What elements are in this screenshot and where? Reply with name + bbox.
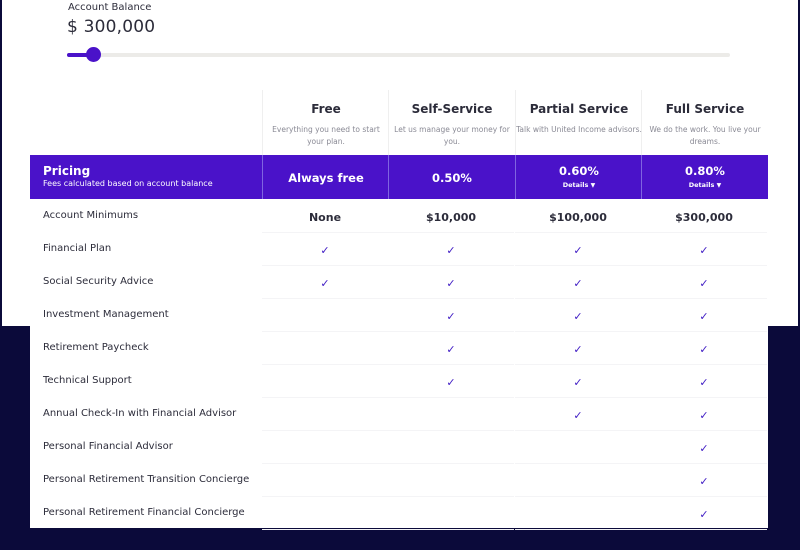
check-icon: ✓: [573, 409, 583, 422]
check-icon: ✓: [446, 310, 456, 323]
table-cell: [388, 266, 514, 299]
table-cell: [388, 200, 514, 233]
table-cell: [641, 497, 767, 530]
table-cell: [262, 497, 388, 530]
price-cell-self-service: [388, 155, 515, 199]
feature-label: Annual Check-In with Financial Advisor: [43, 408, 237, 419]
table-cell: [515, 464, 641, 497]
table-cell: [641, 299, 767, 332]
table-cell: [515, 497, 641, 530]
table-cell: [515, 299, 641, 332]
table-cell: [515, 200, 641, 233]
check-icon: ✓: [446, 376, 456, 389]
check-icon: ✓: [699, 376, 709, 389]
table-cell: [262, 299, 388, 332]
table-cell: [388, 497, 514, 530]
table-row: [30, 431, 768, 464]
table-cell: [388, 398, 514, 431]
price-value: 0.80%: [685, 164, 725, 178]
plan-header-self-service: [389, 102, 515, 147]
table-cell: [515, 266, 641, 299]
table-cell: [515, 431, 641, 464]
table-cell: [388, 299, 514, 332]
table-cell: [388, 464, 514, 497]
table-cell: [262, 266, 388, 299]
check-icon: ✓: [320, 244, 330, 257]
table-cell: [262, 464, 388, 497]
table-row: [30, 365, 768, 398]
table-cell: [641, 365, 767, 398]
feature-label: Retirement Paycheck: [43, 342, 149, 353]
table-cell: [641, 398, 767, 431]
price-value: 0.50%: [432, 171, 472, 185]
plan-description: Everything you need to start your plan.: [272, 125, 380, 146]
balance-slider-thumb[interactable]: [86, 47, 101, 62]
table-cell: [515, 233, 641, 266]
pricing-subtitle: Fees calculated based on account balance: [43, 179, 213, 188]
table-cell: [388, 365, 514, 398]
account-balance-label: Account Balance: [68, 2, 152, 13]
table-row: [30, 200, 768, 233]
feature-label: Financial Plan: [43, 243, 112, 254]
table-cell: [262, 200, 388, 233]
cell-value: None: [308, 211, 342, 224]
table-cell: [641, 464, 767, 497]
check-icon: ✓: [699, 343, 709, 356]
details-toggle[interactable]: [642, 181, 768, 189]
check-icon: ✓: [573, 277, 583, 290]
feature-label: Technical Support: [43, 375, 132, 386]
check-icon: ✓: [573, 244, 583, 257]
table-cell: [388, 233, 514, 266]
plan-header-free: [263, 102, 389, 147]
table-cell: [641, 266, 767, 299]
details-toggle[interactable]: [516, 181, 642, 189]
check-icon: ✓: [573, 343, 583, 356]
table-cell: [262, 233, 388, 266]
table-cell: [641, 431, 767, 464]
check-icon: ✓: [573, 376, 583, 389]
table-row: [30, 299, 768, 332]
table-cell: [515, 332, 641, 365]
caret-down-icon: ▼: [590, 182, 596, 189]
table-cell: [262, 332, 388, 365]
cell-value: $10,000: [425, 211, 477, 224]
plan-name: Full Service: [665, 102, 745, 116]
plan-name: Partial Service: [529, 102, 629, 116]
table-cell: [515, 365, 641, 398]
check-icon: ✓: [699, 409, 709, 422]
table-cell: [641, 233, 767, 266]
feature-label: Personal Retirement Transition Concierge: [43, 474, 250, 485]
check-icon: ✓: [699, 508, 709, 521]
cell-value: $100,000: [549, 211, 607, 224]
plan-description: Let us manage your money for you.: [394, 125, 510, 146]
price-cell-full-service: [641, 155, 768, 199]
pricing-row: [30, 155, 768, 199]
details-label: Details: [688, 181, 715, 189]
pricing-title: Pricing: [43, 164, 91, 178]
table-cell: [388, 332, 514, 365]
check-icon: ✓: [573, 310, 583, 323]
plan-name: Free: [311, 102, 341, 116]
check-icon: ✓: [446, 244, 456, 257]
price-cell-partial-service: [515, 155, 642, 199]
table-cell: [262, 431, 388, 464]
check-icon: ✓: [699, 442, 709, 455]
check-icon: ✓: [320, 277, 330, 290]
feature-label: Social Security Advice: [43, 276, 154, 287]
account-balance-value: $ 300,000: [67, 17, 156, 37]
plan-description: Talk with United Income advisors.: [516, 125, 642, 134]
price-cell-free: [262, 155, 389, 199]
table-row: [30, 266, 768, 299]
price-value: 0.60%: [559, 164, 599, 178]
check-icon: ✓: [699, 475, 709, 488]
check-icon: ✓: [446, 277, 456, 290]
table-cell: [641, 200, 767, 233]
feature-label: Account Minimums: [43, 210, 139, 221]
balance-slider-track[interactable]: [67, 53, 730, 57]
table-cell: [641, 332, 767, 365]
table-row: [30, 398, 768, 431]
plan-header-full-service: [642, 102, 768, 147]
plan-name: Self-Service: [411, 102, 493, 116]
check-icon: ✓: [699, 310, 709, 323]
table-row: [30, 497, 768, 530]
caret-down-icon: ▼: [716, 182, 722, 189]
check-icon: ✓: [446, 343, 456, 356]
feature-label: Personal Retirement Financial Concierge: [43, 507, 245, 518]
table-cell: [262, 365, 388, 398]
check-icon: ✓: [699, 277, 709, 290]
table-cell: [388, 431, 514, 464]
details-label: Details: [562, 181, 589, 189]
plan-description: We do the work. You live your dreams.: [649, 125, 761, 146]
table-row: [30, 464, 768, 497]
price-value: Always free: [288, 171, 364, 185]
cell-value: $300,000: [675, 211, 733, 224]
check-icon: ✓: [699, 244, 709, 257]
feature-label: Personal Financial Advisor: [43, 441, 173, 452]
plan-header-partial-service: [516, 102, 642, 136]
table-cell: [515, 398, 641, 431]
table-row: [30, 332, 768, 365]
table-row: [30, 233, 768, 266]
feature-label: Investment Management: [43, 309, 169, 320]
table-cell: [262, 398, 388, 431]
